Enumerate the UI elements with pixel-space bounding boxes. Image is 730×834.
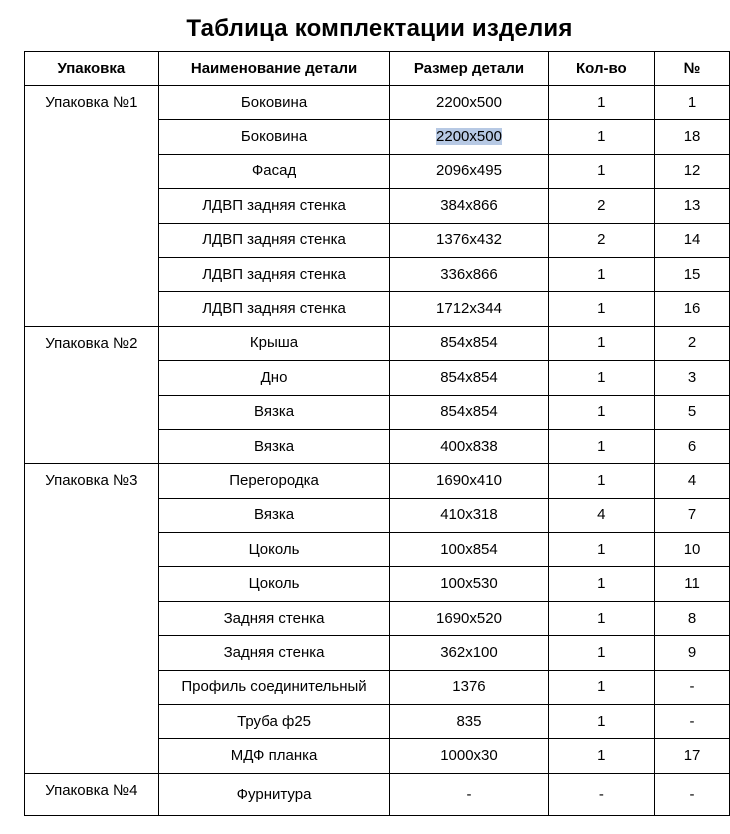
part-size-cell: 1690x520 bbox=[390, 601, 548, 635]
quantity-cell: 1 bbox=[548, 361, 655, 395]
part-name-cell: Вязка bbox=[158, 498, 390, 532]
part-name-cell: ЛДВП задняя стенка bbox=[158, 292, 390, 326]
part-size-cell: 384x866 bbox=[390, 189, 548, 223]
part-size-cell: 1376 bbox=[390, 670, 548, 704]
part-number-cell: 3 bbox=[655, 361, 730, 395]
quantity-cell: 1 bbox=[548, 429, 655, 463]
part-name-cell: Цоколь bbox=[158, 567, 390, 601]
package-cell: Упаковка №4 bbox=[25, 773, 159, 815]
quantity-cell: 1 bbox=[548, 464, 655, 498]
table-row bbox=[25, 326, 730, 360]
part-name-cell: Боковина bbox=[158, 120, 390, 154]
part-size-cell: 1000x30 bbox=[390, 739, 548, 773]
column-header-part-size: Размер детали bbox=[390, 52, 548, 86]
part-number-cell: - bbox=[655, 705, 730, 739]
quantity-cell: 4 bbox=[548, 498, 655, 532]
package-cell: Упаковка №2 bbox=[25, 326, 159, 464]
part-size-cell: - bbox=[390, 773, 548, 815]
column-header-number: № bbox=[655, 52, 730, 86]
page-title: Таблица комплектации изделия bbox=[186, 15, 573, 42]
quantity-cell: 1 bbox=[548, 292, 655, 326]
part-number-cell: 9 bbox=[655, 636, 730, 670]
quantity-cell: 1 bbox=[548, 395, 655, 429]
part-size-cell: 1712x344 bbox=[390, 292, 548, 326]
quantity-cell: 1 bbox=[548, 739, 655, 773]
part-name-cell: ЛДВП задняя стенка bbox=[158, 223, 390, 257]
quantity-cell: 2 bbox=[548, 189, 655, 223]
quantity-cell: 1 bbox=[548, 705, 655, 739]
quantity-cell: 1 bbox=[548, 533, 655, 567]
part-number-cell: 5 bbox=[655, 395, 730, 429]
part-number-cell: 18 bbox=[655, 120, 730, 154]
table-row bbox=[25, 464, 730, 498]
part-number-cell: - bbox=[655, 670, 730, 704]
quantity-cell: 1 bbox=[548, 567, 655, 601]
part-size-cell: 854x854 bbox=[390, 361, 548, 395]
part-size-cell: 1690x410 bbox=[390, 464, 548, 498]
quantity-cell: 1 bbox=[548, 86, 655, 120]
part-name-cell: Фурнитура bbox=[158, 773, 390, 815]
part-size-cell: 1376x432 bbox=[390, 223, 548, 257]
part-number-cell: 15 bbox=[655, 257, 730, 291]
part-size-cell: 854x854 bbox=[390, 326, 548, 360]
part-number-cell: 14 bbox=[655, 223, 730, 257]
quantity-cell: 1 bbox=[548, 601, 655, 635]
part-size-cell: 410x318 bbox=[390, 498, 548, 532]
part-size-cell: 400x838 bbox=[390, 429, 548, 463]
part-size-cell: 2200x500 bbox=[390, 86, 548, 120]
part-name-cell: Вязка bbox=[158, 429, 390, 463]
part-number-cell: 17 bbox=[655, 739, 730, 773]
part-number-cell: 2 bbox=[655, 326, 730, 360]
part-name-cell: Профиль соединительный bbox=[158, 670, 390, 704]
part-name-cell: Перегородка bbox=[158, 464, 390, 498]
quantity-cell: - bbox=[548, 773, 655, 815]
quantity-cell: 1 bbox=[548, 257, 655, 291]
part-number-cell: 16 bbox=[655, 292, 730, 326]
part-name-cell: Боковина bbox=[158, 86, 390, 120]
part-number-cell: 4 bbox=[655, 464, 730, 498]
part-name-cell: Крыша bbox=[158, 326, 390, 360]
part-size-cell: 2096x495 bbox=[390, 154, 548, 188]
part-number-cell: 10 bbox=[655, 533, 730, 567]
part-name-cell: Вязка bbox=[158, 395, 390, 429]
part-size-cell: 362x100 bbox=[390, 636, 548, 670]
column-header-part-name: Наименование детали bbox=[158, 52, 390, 86]
part-name-cell: Задняя стенка bbox=[158, 636, 390, 670]
column-header-package: Упаковка bbox=[25, 52, 159, 86]
part-size-cell: 336x866 bbox=[390, 257, 548, 291]
part-name-cell: Труба ф25 bbox=[158, 705, 390, 739]
part-name-cell: ЛДВП задняя стенка bbox=[158, 189, 390, 223]
package-cell: Упаковка №3 bbox=[25, 464, 159, 774]
part-number-cell: 8 bbox=[655, 601, 730, 635]
quantity-cell: 2 bbox=[548, 223, 655, 257]
part-name-cell: Дно bbox=[158, 361, 390, 395]
part-name-cell: ЛДВП задняя стенка bbox=[158, 257, 390, 291]
quantity-cell: 1 bbox=[548, 154, 655, 188]
part-number-cell: 11 bbox=[655, 567, 730, 601]
part-size-cell: 100x854 bbox=[390, 533, 548, 567]
part-number-cell: 12 bbox=[655, 154, 730, 188]
part-name-cell: МДФ планка bbox=[158, 739, 390, 773]
table-row bbox=[25, 773, 730, 815]
part-name-cell: Фасад bbox=[158, 154, 390, 188]
part-number-cell: 1 bbox=[655, 86, 730, 120]
part-number-cell: 7 bbox=[655, 498, 730, 532]
part-number-cell: 13 bbox=[655, 189, 730, 223]
column-header-quantity: Кол-во bbox=[548, 52, 655, 86]
quantity-cell: 1 bbox=[548, 636, 655, 670]
quantity-cell: 1 bbox=[548, 326, 655, 360]
quantity-cell: 1 bbox=[548, 120, 655, 154]
quantity-cell: 1 bbox=[548, 670, 655, 704]
part-name-cell: Задняя стенка bbox=[158, 601, 390, 635]
part-size-cell: 854x854 bbox=[390, 395, 548, 429]
part-size-cell bbox=[390, 120, 548, 154]
part-name-cell: Цоколь bbox=[158, 533, 390, 567]
selected-text[interactable]: 2200x500 bbox=[436, 128, 502, 146]
table-header-row bbox=[25, 52, 730, 86]
part-size-cell: 100x530 bbox=[390, 567, 548, 601]
table-row bbox=[25, 86, 730, 120]
part-size-cell: 835 bbox=[390, 705, 548, 739]
package-cell: Упаковка №1 bbox=[25, 86, 159, 327]
part-number-cell: - bbox=[655, 773, 730, 815]
completeness-table bbox=[24, 51, 730, 816]
part-number-cell: 6 bbox=[655, 429, 730, 463]
